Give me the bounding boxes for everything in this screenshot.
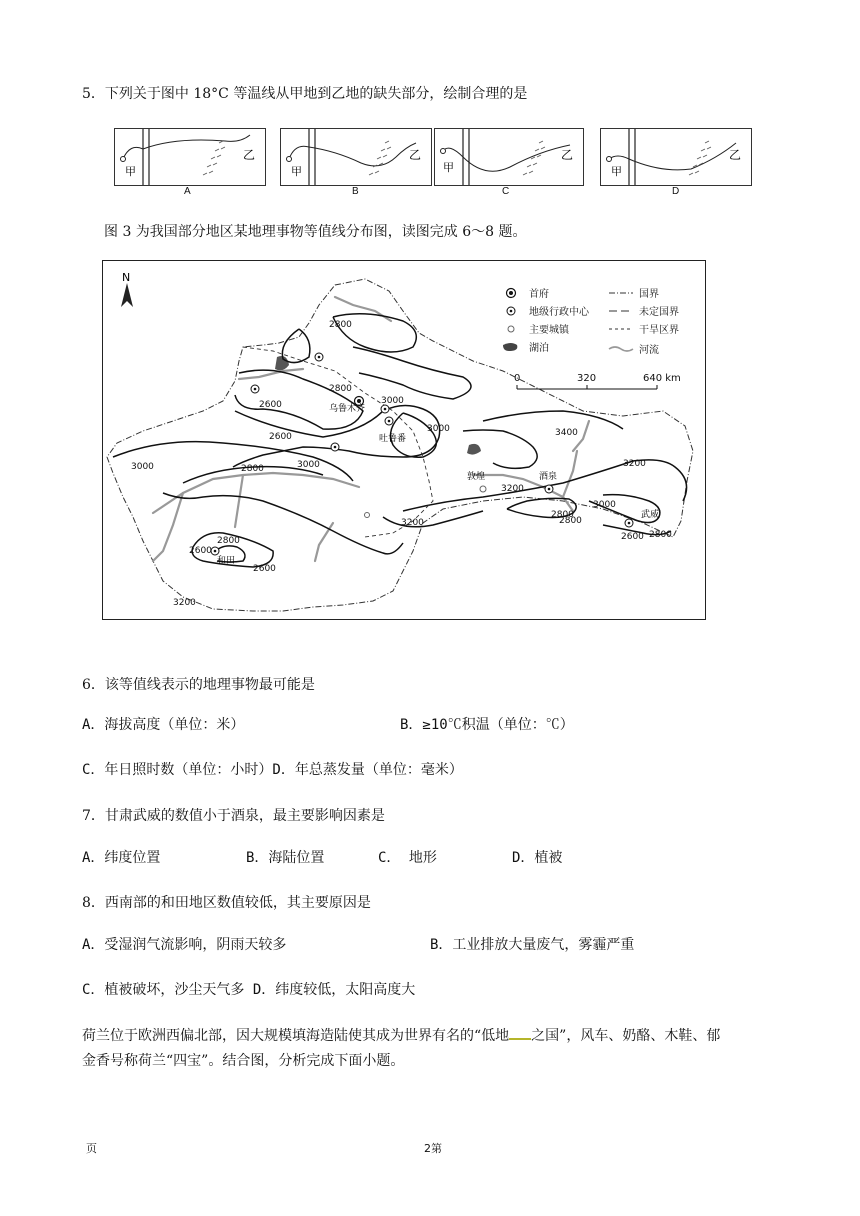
svg-text:乌鲁木齐: 乌鲁木齐 xyxy=(329,404,366,414)
svg-text:甲: 甲 xyxy=(611,165,622,178)
svg-text:甲: 甲 xyxy=(443,161,454,174)
svg-text:3200: 3200 xyxy=(501,484,524,494)
q8-stem: 8．西南部的和田地区数值较低，其主要原因是 xyxy=(82,895,371,911)
q6-option-a[interactable]: A．海拔高度（单位：米） xyxy=(82,717,245,733)
nl-passage-line2: 金香号称荷兰“四宝”。结合图，分析完成下面小题。 xyxy=(82,1053,405,1069)
svg-text:乙: 乙 xyxy=(409,148,422,162)
north-label: N xyxy=(122,271,131,284)
q8-option-cd[interactable]: C．植被破坏，沙尘天气多 D．纬度较低，太阳高度大 xyxy=(82,982,416,998)
svg-text:乙: 乙 xyxy=(729,148,742,162)
option-c-diagram[interactable] xyxy=(434,128,584,186)
svg-text:2600: 2600 xyxy=(189,546,212,556)
svg-text:3000: 3000 xyxy=(297,460,320,470)
svg-text:2800: 2800 xyxy=(329,384,352,394)
map-legend xyxy=(503,287,681,389)
option-b-label: B xyxy=(352,186,359,197)
svg-text:甲: 甲 xyxy=(291,165,302,178)
north-arrow-icon xyxy=(121,271,133,307)
svg-text:2600: 2600 xyxy=(269,432,292,442)
q6-option-b[interactable]: B．≥10℃积温（单位：℃） xyxy=(400,717,574,733)
q8-option-b[interactable]: B．工业排放大量废气，雾霾严重 xyxy=(430,937,635,953)
svg-text:3000: 3000 xyxy=(381,396,404,406)
svg-text:2800: 2800 xyxy=(241,464,264,474)
city-dunhuang xyxy=(467,470,486,492)
svg-text:3400: 3400 xyxy=(555,428,578,438)
q7-option-a[interactable]: A．纬度位置 xyxy=(82,850,161,866)
svg-text:河流: 河流 xyxy=(639,345,659,356)
svg-text:2800: 2800 xyxy=(649,530,672,540)
q6-option-cd[interactable]: C．年日照时数（单位：小时）D．年总蒸发量（单位：毫米） xyxy=(82,762,463,778)
q7-stem: 7．甘肃武威的数值小于酒泉，最主要影响因素是 xyxy=(82,808,385,824)
q7-option-b[interactable]: B．海陆位置 xyxy=(246,850,325,866)
blank-mark xyxy=(509,1024,531,1040)
page-number: 2第 xyxy=(424,1142,442,1155)
svg-text:2800: 2800 xyxy=(217,536,240,546)
option-d-diagram[interactable] xyxy=(600,128,752,186)
city-jiuquan xyxy=(539,470,557,493)
svg-text:2600: 2600 xyxy=(621,532,644,542)
q7-option-c[interactable]: C． 地形 xyxy=(378,850,437,866)
contour-labels xyxy=(131,320,672,608)
svg-text:主要城镇: 主要城镇 xyxy=(529,325,569,336)
q6-stem: 6．该等值线表示的地理事物最可能是 xyxy=(82,677,315,693)
option-c-label: C xyxy=(502,186,510,197)
jia-label: 甲 xyxy=(125,165,136,178)
svg-text:3000: 3000 xyxy=(593,500,616,510)
yi-label: 乙 xyxy=(243,148,256,162)
q5-stem: 5．下列关于图中 18°C 等温线从甲地到乙地的缺失部分，绘制合理的是 xyxy=(82,86,528,102)
option-b-diagram[interactable] xyxy=(280,128,432,186)
svg-text:2800: 2800 xyxy=(559,516,582,526)
svg-text:2800: 2800 xyxy=(329,320,352,330)
svg-text:2600: 2600 xyxy=(259,400,282,410)
svg-text:2600: 2600 xyxy=(253,564,276,574)
svg-text:0: 0 xyxy=(514,373,521,384)
svg-text:和田: 和田 xyxy=(217,556,236,566)
svg-text:酒泉: 酒泉 xyxy=(539,472,558,482)
svg-text:3200: 3200 xyxy=(173,598,196,608)
svg-text:3000: 3000 xyxy=(427,424,450,434)
city-turpan xyxy=(379,417,406,444)
contour-map xyxy=(102,260,706,620)
svg-text:320: 320 xyxy=(577,373,597,384)
svg-text:敦煌: 敦煌 xyxy=(467,472,486,482)
figure-intro: 图 3 为我国部分地区某地理事物等值线分布图，读图完成 6～8 题。 xyxy=(104,224,527,240)
svg-text:3200: 3200 xyxy=(401,518,424,528)
svg-text:干旱区界: 干旱区界 xyxy=(639,325,679,336)
svg-text:武威: 武威 xyxy=(641,510,660,520)
svg-text:首府: 首府 xyxy=(529,289,549,300)
svg-text:湖泊: 湖泊 xyxy=(529,343,549,354)
svg-text:3000: 3000 xyxy=(131,462,154,472)
option-a-label: A xyxy=(184,186,191,197)
svg-text:2800: 2800 xyxy=(551,510,574,520)
footer-left: 页 xyxy=(86,1142,97,1155)
svg-text:未定国界: 未定国界 xyxy=(639,307,679,318)
svg-text:吐鲁番: 吐鲁番 xyxy=(379,434,407,444)
svg-text:3200: 3200 xyxy=(623,459,646,469)
nl-passage-line1: 荷兰位于欧洲西偏北部，因大规模填海造陆使其成为世界有名的“低地 之国”，风车、奶酪、木鞋、郁 xyxy=(82,1024,720,1046)
svg-text:国界: 国界 xyxy=(639,289,659,300)
option-d-label: D xyxy=(672,186,680,197)
q7-option-d[interactable]: D．植被 xyxy=(512,850,563,866)
q8-option-a[interactable]: A．受湿润气流影响，阴雨天较多 xyxy=(82,937,287,953)
svg-text:640 km: 640 km xyxy=(643,373,681,384)
svg-text:地级行政中心: 地级行政中心 xyxy=(529,307,589,318)
option-a-diagram[interactable] xyxy=(114,128,266,186)
svg-text:乙: 乙 xyxy=(561,148,574,162)
